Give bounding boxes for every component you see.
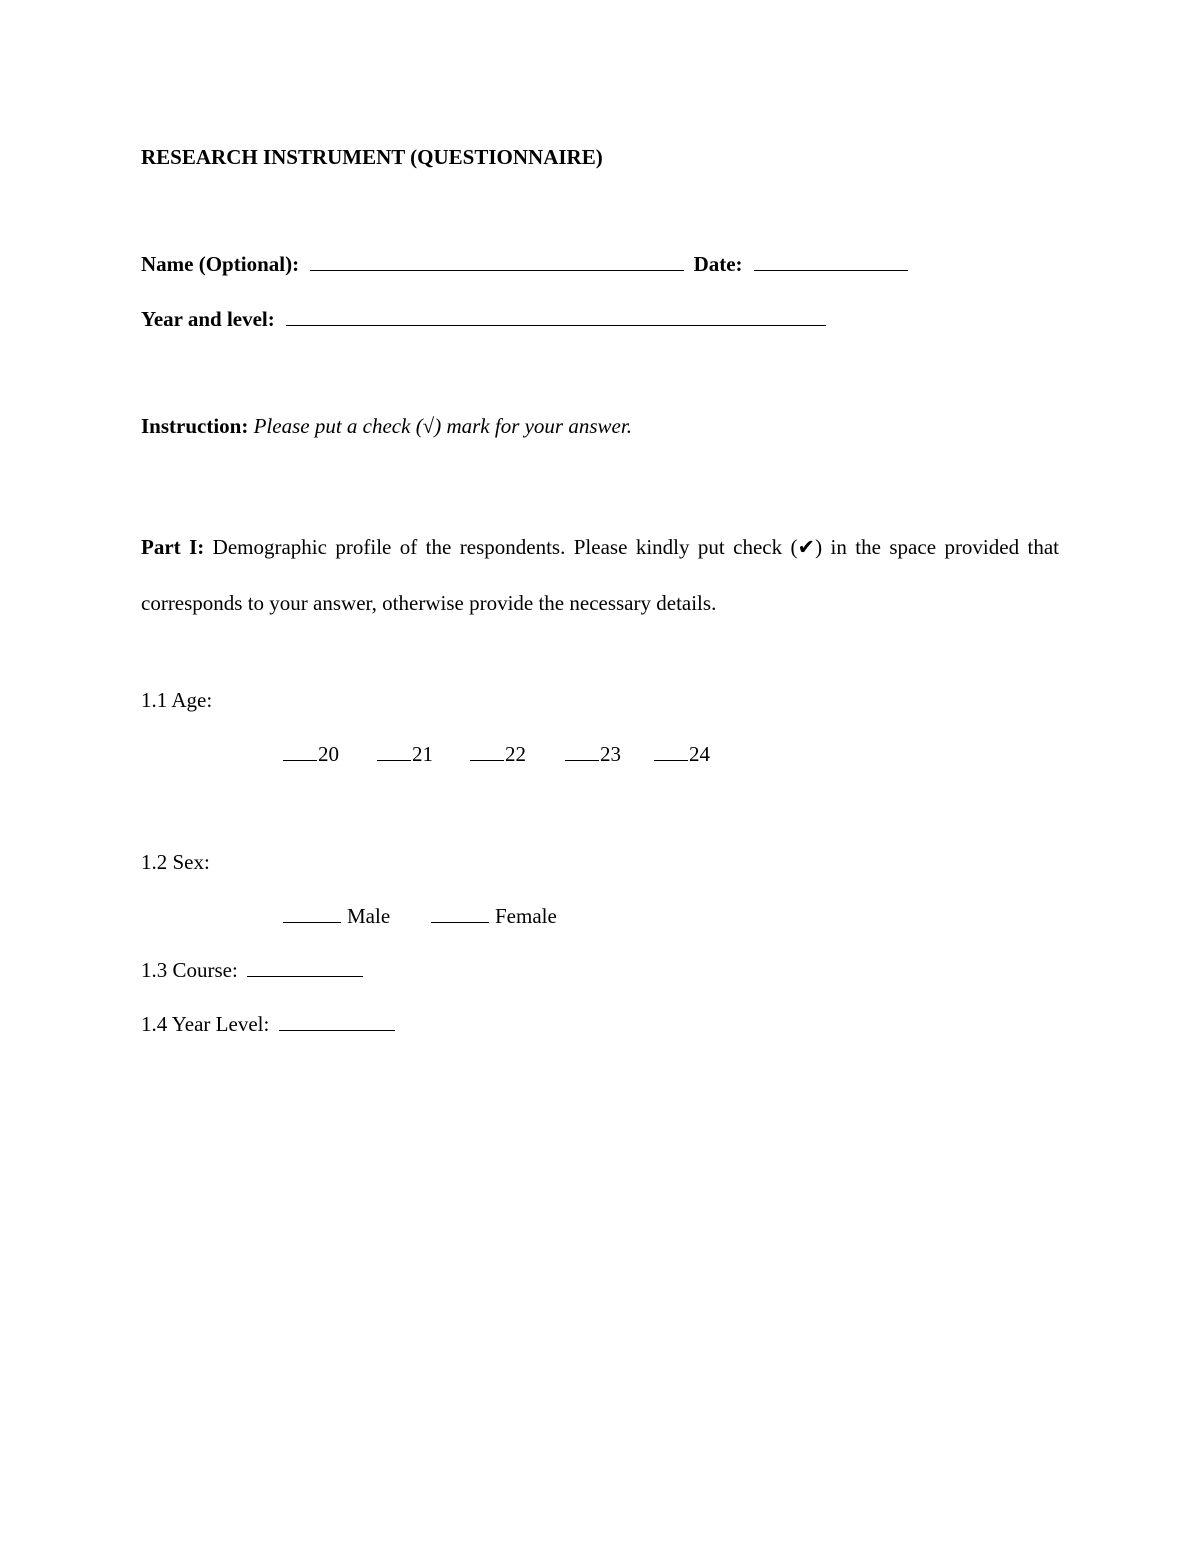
year-level-label: Year and level: <box>141 307 275 331</box>
age-blank[interactable] <box>283 742 317 761</box>
sex-option-female[interactable] <box>431 903 557 929</box>
course-row <box>141 957 363 983</box>
age-option-label: 20 <box>318 742 339 766</box>
sex-question-label: 1.2 Sex: <box>141 850 210 874</box>
name-blank[interactable] <box>310 252 684 271</box>
year-level-question-row <box>141 1011 395 1037</box>
age-blank[interactable] <box>565 742 599 761</box>
sex-option-label: Male <box>347 904 391 928</box>
age-blank[interactable] <box>377 742 411 761</box>
year-level-question-label: 1.4 Year Level: <box>141 1012 270 1036</box>
document-title: RESEARCH INSTRUMENT (QUESTIONNAIRE) <box>141 145 603 169</box>
course-label: 1.3 Course: <box>141 958 238 982</box>
part1-label: Part I: <box>141 535 205 559</box>
sex-option-male[interactable] <box>283 903 390 929</box>
age-option-21[interactable] <box>377 741 433 767</box>
name-label: Name (Optional): <box>141 252 300 276</box>
date-label: Date: <box>693 252 743 276</box>
age-blank[interactable] <box>654 742 688 761</box>
age-option-label: 22 <box>505 742 526 766</box>
instruction-text: Please put a check (√) mark for your answer. <box>253 414 632 438</box>
part1-text: Demographic profile of the respondents. Please kindly put check (✔) in the space provided that corresponds to your answer, otherwise provide the necessary details. <box>141 535 1059 615</box>
age-option-label: 23 <box>600 742 621 766</box>
age-option-24[interactable] <box>654 741 710 767</box>
year-level-question-blank[interactable] <box>279 1012 395 1031</box>
instruction-label: Instruction: <box>141 414 249 438</box>
date-blank[interactable] <box>754 252 908 271</box>
sex-option-label: Female <box>495 904 557 928</box>
age-question-label: 1.1 Age: <box>141 688 213 712</box>
age-option-label: 24 <box>689 742 710 766</box>
year-level-blank[interactable] <box>286 307 826 326</box>
sex-blank[interactable] <box>431 904 489 923</box>
age-option-20[interactable] <box>283 741 339 767</box>
name-field-row <box>141 251 908 277</box>
instruction <box>141 413 632 439</box>
age-option-23[interactable] <box>565 741 621 767</box>
age-option-label: 21 <box>412 742 433 766</box>
age-option-22[interactable] <box>470 741 526 767</box>
part1-paragraph <box>141 519 1059 631</box>
course-blank[interactable] <box>247 958 363 977</box>
sex-blank[interactable] <box>283 904 341 923</box>
year-level-field-row <box>141 306 826 332</box>
age-blank[interactable] <box>470 742 504 761</box>
